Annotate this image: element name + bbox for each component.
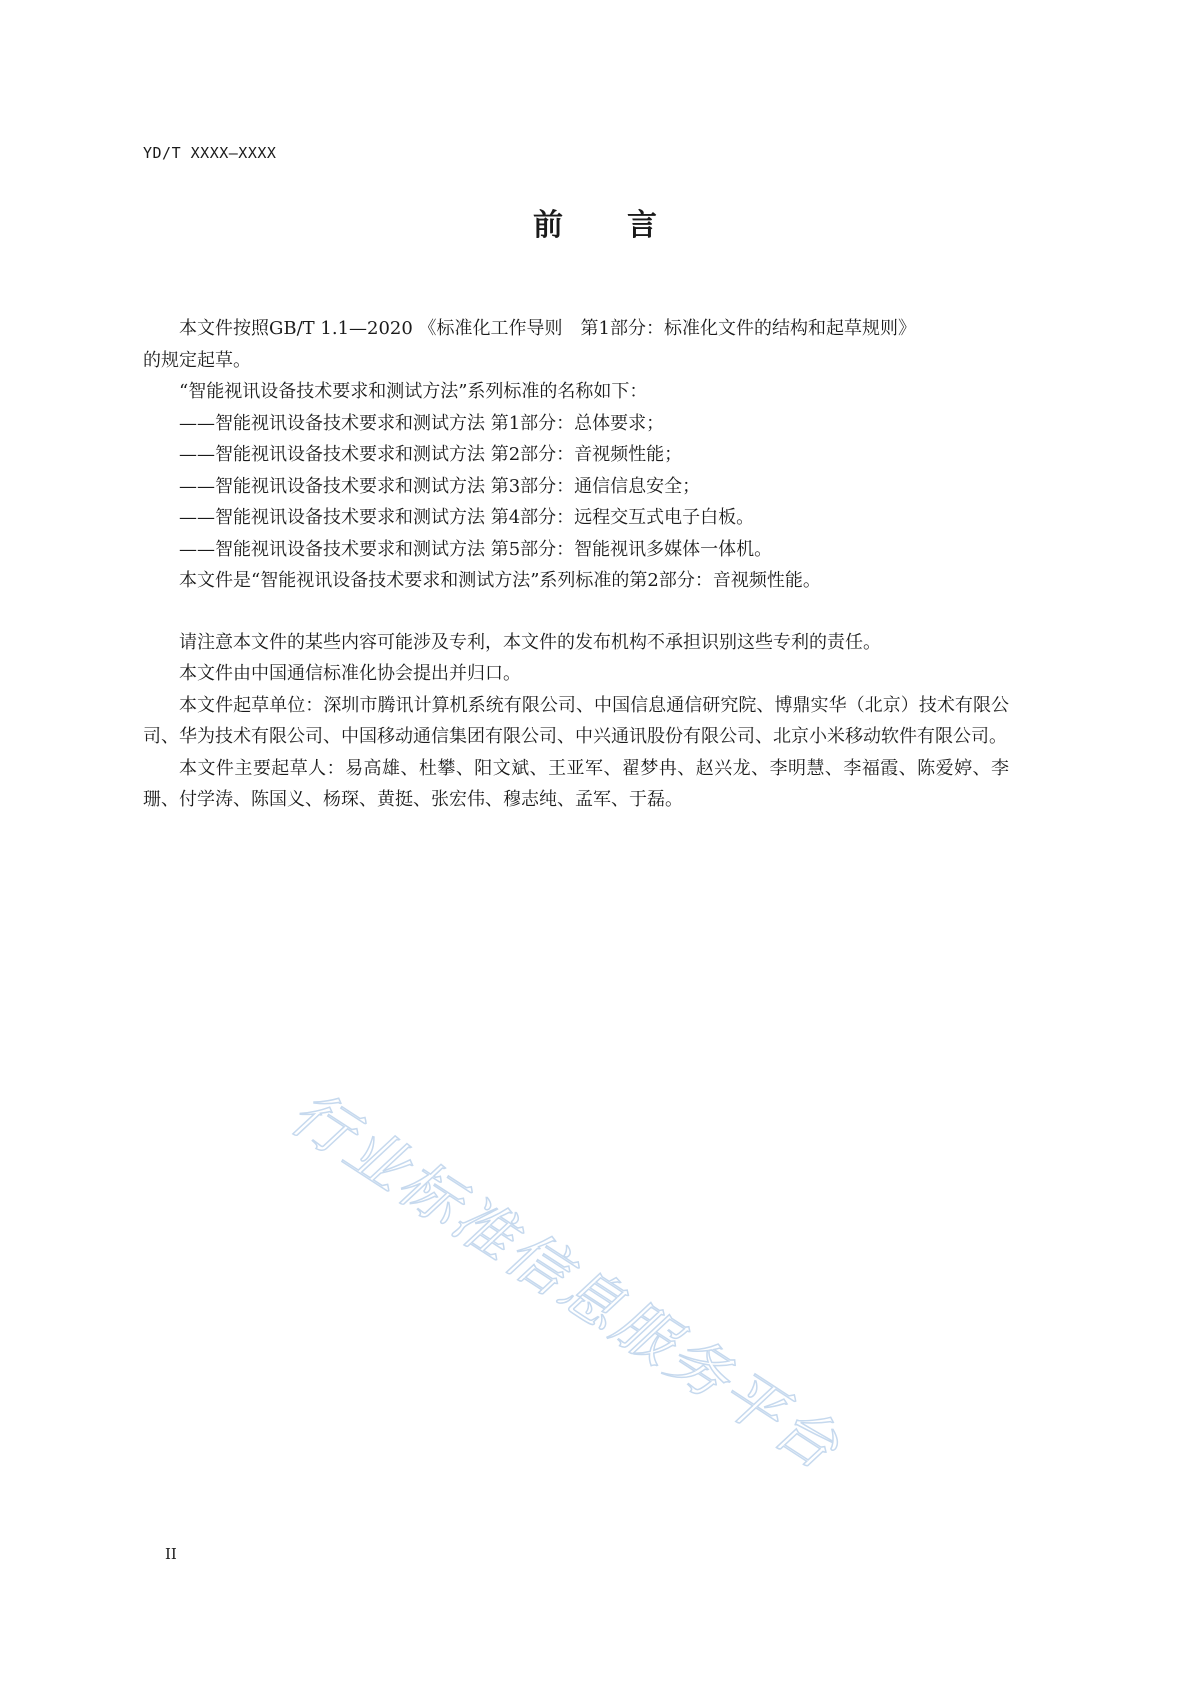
foreword-body — [143, 313, 1009, 816]
proposer-statement: 本文件由中国通信标准化协会提出并归口。 — [179, 663, 521, 684]
drafting-rule-paragraph — [143, 313, 1009, 345]
page-number: II — [165, 1545, 177, 1563]
page-title — [0, 200, 1190, 244]
series-part-5: ——智能视讯设备技术要求和测试方法 第5部分：智能视讯多媒体一体机。 — [179, 538, 773, 560]
this-part-statement: 本文件是“智能视讯设备技术要求和测试方法”系列标准的第2部分：音视频性能。 — [179, 570, 821, 591]
watermark: 行业标准信息服务平台 — [278, 1077, 854, 1486]
drafters: 本文件主要起草人：易高雄、杜攀、阳文斌、王亚军、翟梦冉、赵兴龙、李明慧、李福霞、陈爱婷、李珊、付学涛、陈国义、杨琛、黄挺、张宏伟、穆志纯、孟军、于磊。 — [143, 757, 1009, 810]
page-title-char-2: 言 — [627, 208, 657, 243]
drafting-rule-line-1: 本文件按照GB/T 1.1—2020 《标准化工作导则 第1部分：标准化文件的结构和起草规则》 — [179, 318, 917, 339]
series-part-3: ——智能视讯设备技术要求和测试方法 第3部分：通信信息安全； — [179, 475, 701, 497]
series-part-4: ——智能视讯设备技术要求和测试方法 第4部分：远程交互式电子白板。 — [179, 507, 755, 528]
series-part-1: ——智能视讯设备技术要求和测试方法 第1部分：总体要求； — [179, 412, 665, 434]
series-part-2: ——智能视讯设备技术要求和测试方法 第2部分：音视频性能； — [179, 444, 683, 465]
patent-notice: 请注意本文件的某些内容可能涉及专利，本文件的发布机构不承担识别这些专利的责任。 — [179, 631, 881, 653]
series-intro: “智能视讯设备技术要求和测试方法”系列标准的名称如下： — [179, 381, 648, 402]
page-title-char-1: 前 — [533, 208, 563, 243]
drafting-units: 本文件起草单位：深圳市腾讯计算机系统有限公司、中国信息通信研究院、博鼎实华（北京）技术有限公司、华为技术有限公司、中国移动通信集团有限公司、中兴通讯股份有限公司、北京小米移动软件有限公司。 — [143, 694, 1009, 747]
document-number: YD/T XXXX—XXXX — [143, 144, 277, 162]
drafting-rule-continuation: 的规定起草。 — [143, 349, 251, 371]
